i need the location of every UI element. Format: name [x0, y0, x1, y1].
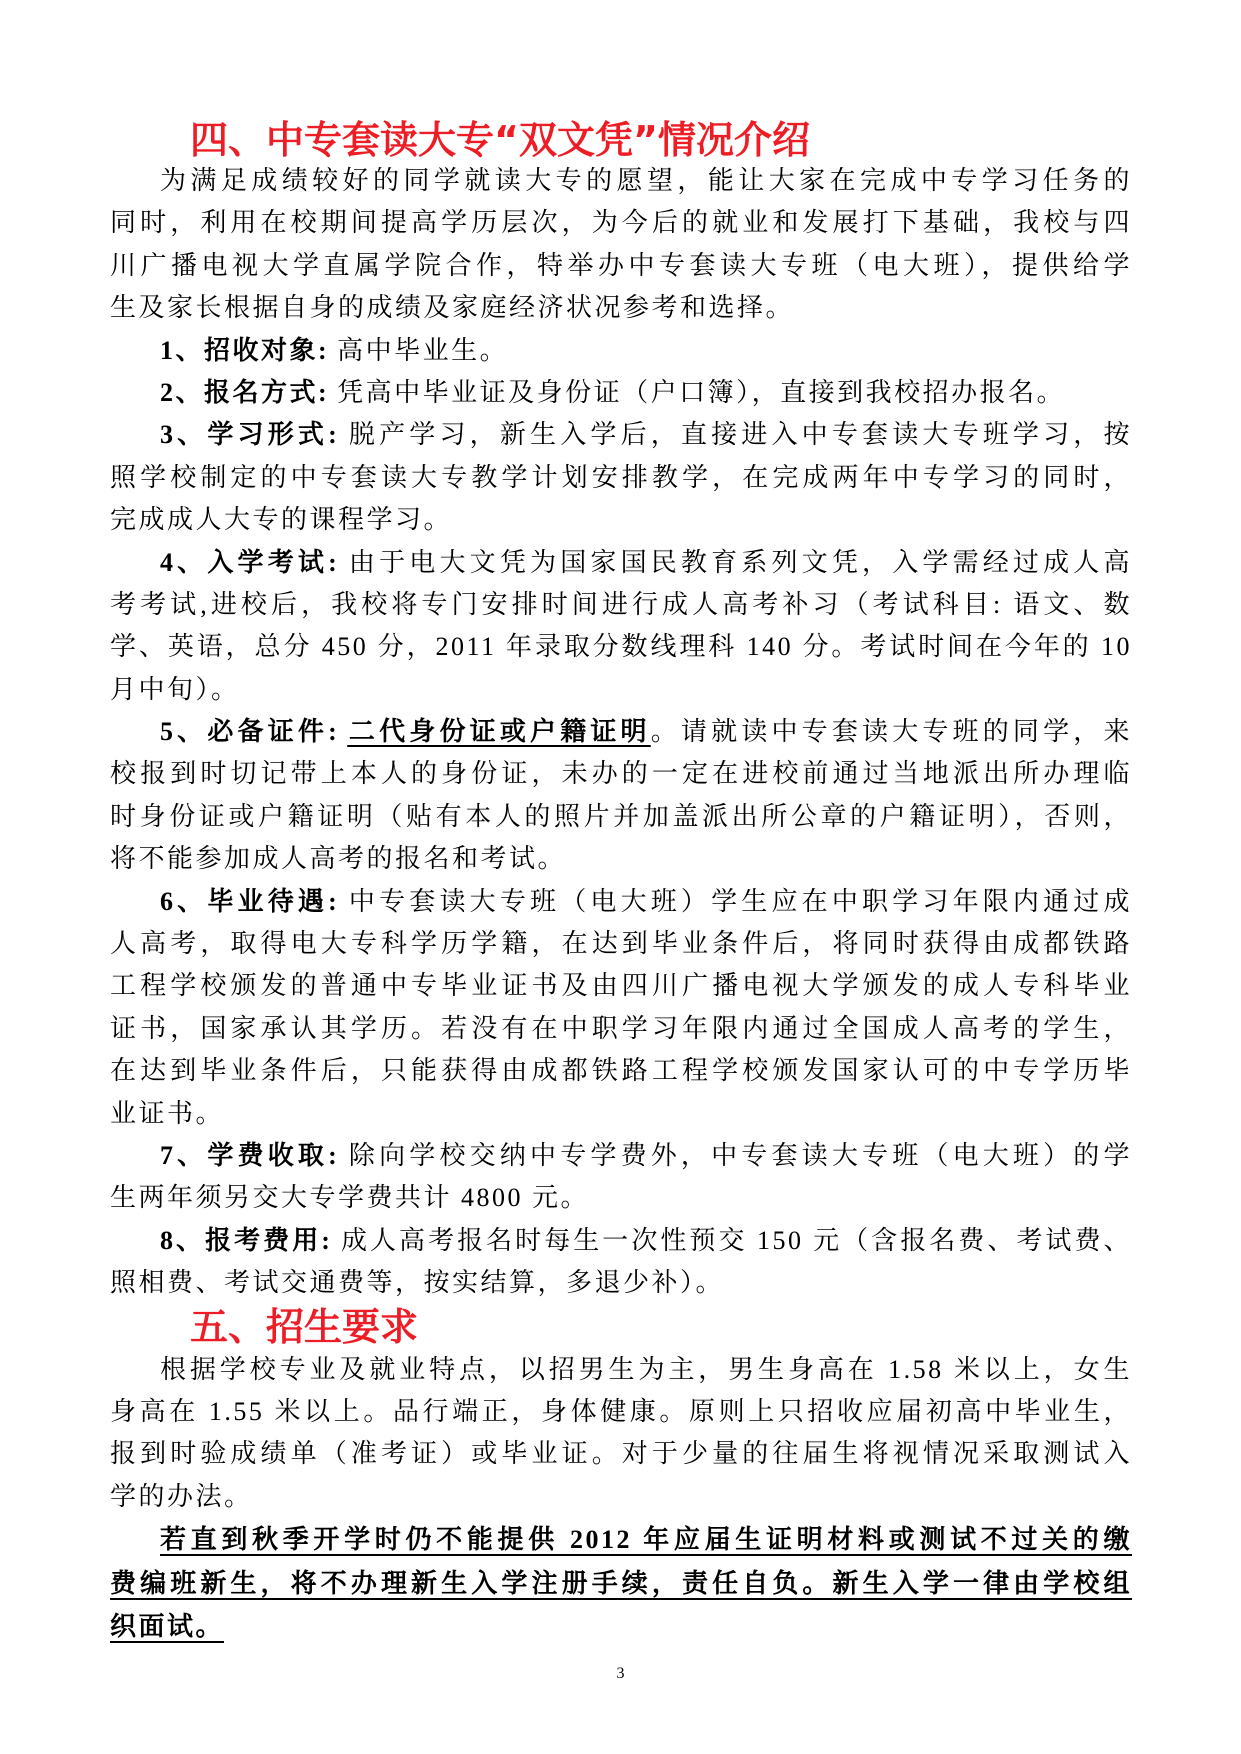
- required-document-emphasis: 二代身份证或户籍证明: [347, 717, 651, 747]
- item-text: 由于电大文凭为国家国民教育系列文凭，入学需经过成人高: [347, 547, 1132, 577]
- item-line: [110, 881, 1132, 923]
- item-line: [110, 414, 1132, 456]
- item-graduation-benefits: [110, 881, 1132, 1135]
- item-study-format: [110, 414, 1132, 541]
- notice-line: [110, 1518, 1132, 1562]
- item-line: [110, 542, 1132, 584]
- item-text: 成人高考报名时每生一次性预交 150 元（含报名费、考试费、: [340, 1225, 1132, 1255]
- item-line: 工程学校颁发的普通中专毕业证书及由四川广播电视大学颁发的成人专科毕业: [110, 971, 1132, 1001]
- body-line: 学的办法。: [110, 1481, 253, 1511]
- item-label: 2、报名方式:: [160, 377, 330, 407]
- item-tuition-fee: [110, 1135, 1132, 1220]
- notice-paragraph: [110, 1518, 1132, 1649]
- item-line: 月中旬）。: [110, 674, 240, 704]
- notice-line: [110, 1605, 1132, 1649]
- admission-requirements-paragraph: [110, 1349, 1132, 1519]
- item-text: 除向学校交纳中专学费外，中专套读大专班（电大班）的学: [347, 1140, 1132, 1170]
- body-line: 身高在 1.55 米以上。品行端正，身体健康。原则上只招收应届初高中毕业生，: [110, 1396, 1132, 1426]
- intro-line: 为满足成绩较好的同学就读大专的愿望，能让大家在完成中专学习任务的: [160, 166, 1132, 195]
- item-line: [110, 1135, 1132, 1177]
- page-content: [110, 120, 1132, 1649]
- intro-line: 川广播电视大学直属学院合作，特举办中专套读大专班（电大班），提供给学: [110, 250, 1132, 280]
- page-number: 3: [616, 1665, 625, 1682]
- item-line: 校报到时切记带上本人的身份证，未办的一定在进校前通过当地派出所办理临: [110, 759, 1132, 789]
- notice-line: [110, 1562, 1132, 1606]
- section-4-title: 四、中专套读大专“双文凭”情况介绍: [190, 118, 810, 162]
- item-label: 1、招收对象:: [160, 335, 330, 365]
- item-line: 学、英语，总分 450 分，2011 年录取分数线理科 140 分。考试时间在今年的 10: [110, 632, 1132, 662]
- item-line: 生两年须另交大专学费共计 4800 元。: [110, 1183, 590, 1213]
- item-line: 考考试,进校后，我校将专门安排时间进行成人高考补习（考试科目: 语文、数: [110, 589, 1132, 619]
- item-line: [110, 372, 1132, 414]
- item-label: 3、学习形式:: [160, 420, 340, 450]
- item-admission-target: [110, 330, 1132, 372]
- item-text: 高中毕业生。: [337, 335, 509, 365]
- item-line: 业证书。: [110, 1098, 225, 1128]
- item-line: 时身份证或户籍证明（贴有本人的照片并加盖派出所公章的户籍证明），否则，: [110, 801, 1132, 831]
- item-line: [110, 711, 1132, 753]
- item-entrance-exam: [110, 542, 1132, 712]
- section-4-intro-paragraph: [110, 160, 1132, 330]
- item-label: 5、必备证件:: [160, 717, 340, 747]
- item-line: [110, 330, 1132, 372]
- item-line: [110, 1220, 1132, 1262]
- item-line: 照学校制定的中专套读大专教学计划安排教学，在完成两年中专学习的同时，: [110, 462, 1132, 492]
- intro-line: 生及家长根据自身的成绩及家庭经济状况参考和选择。: [110, 293, 795, 323]
- body-line: 根据学校专业及就业特点，以招男生为主，男生身高在 1.58 米以上，女生: [160, 1354, 1132, 1384]
- section-5-title: 五、招生要求: [190, 1304, 419, 1349]
- item-text: 凭高中毕业证及身份证（户口簿），直接到我校招办报名。: [337, 377, 1066, 407]
- item-line: 完成成人大专的课程学习。: [110, 505, 453, 535]
- item-text: 。请就读中专套读大专班的同学，来: [650, 717, 1132, 747]
- item-registration-method: [110, 372, 1132, 414]
- intro-line: 同时，利用在校期间提高学历层次，为今后的就业和发展打下基础，我校与四: [110, 208, 1132, 238]
- item-line: 照相费、考试交通费等，按实结算，多退少补）。: [110, 1268, 725, 1298]
- item-text: 中专套读大专班（电大班）学生应在中职学习年限内通过成: [347, 886, 1132, 916]
- item-required-documents: [110, 711, 1132, 881]
- item-line: 人高考，取得电大专科学历学籍，在达到毕业条件后，将同时获得由成都铁路: [110, 929, 1132, 959]
- item-line: 在达到毕业条件后，只能获得由成都铁路工程学校颁发国家认可的中专学历毕: [110, 1056, 1132, 1086]
- notice-text: 织面试。: [110, 1612, 225, 1642]
- notice-text: 费编班新生，将不办理新生入学注册手续，责任自负。新生入学一律由学校组: [110, 1568, 1132, 1598]
- item-line: 证书，国家承认其学历。若没有在中职学习年限内通过全国成人高考的学生，: [110, 1013, 1132, 1043]
- item-label: 7、学费收取:: [160, 1140, 340, 1170]
- item-text: 脱产学习，新生入学后，直接进入中专套读大专班学习，按: [347, 420, 1132, 450]
- body-line: 报到时验成绩单（准考证）或毕业证。对于少量的往届生将视情况采取测试入: [110, 1439, 1132, 1469]
- item-label: 8、报考费用:: [160, 1225, 333, 1255]
- item-exam-fee: [110, 1220, 1132, 1305]
- item-line: 将不能参加成人高考的报名和考试。: [110, 844, 567, 874]
- item-label: 4、入学考试:: [160, 547, 340, 577]
- item-label: 6、毕业待遇:: [160, 886, 340, 916]
- notice-text: 若直到秋季开学时仍不能提供 2012 年应届生证明材料或测试不过关的缴: [160, 1525, 1132, 1555]
